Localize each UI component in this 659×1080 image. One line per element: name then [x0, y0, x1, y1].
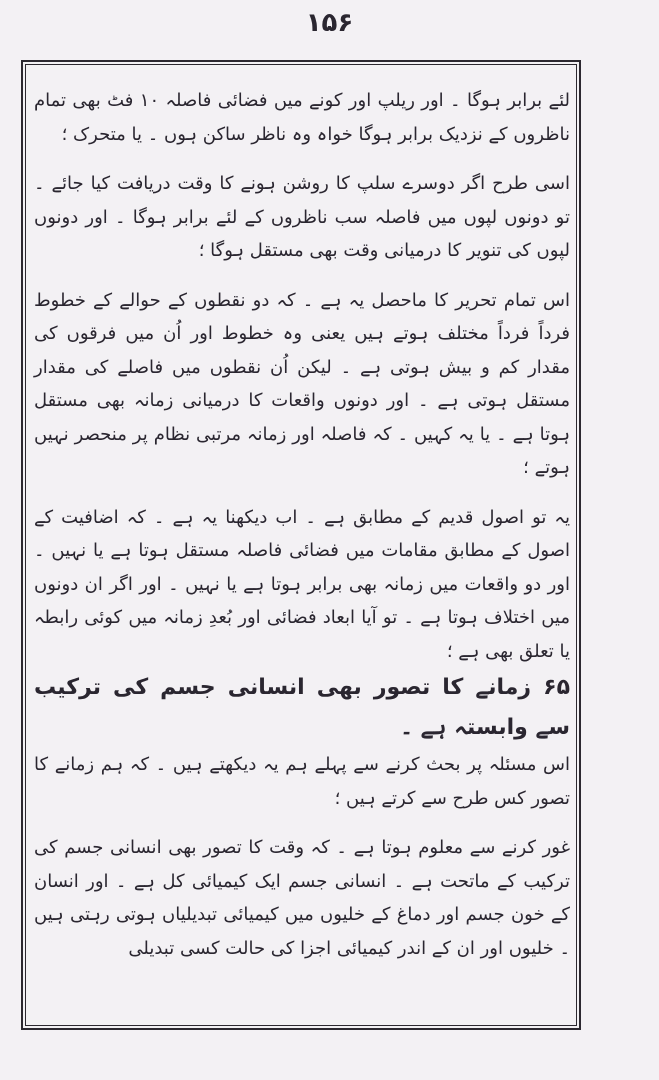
page-number: ۱۵۶	[305, 8, 354, 38]
paragraph-2: اسی طرح اگر دوسرے سلپ کا روشن ہونے کا وقت دریافت کیا جائے ۔ تو دونوں لپوں میں فاصلہ سب ناظروں کے لئے برابر ہوگا ۔ اور دونوں لپوں کی تنویر کا درمیانی وقت بھی مستقل ہوگا ؛	[34, 173, 570, 261]
paragraph-3: اس تمام تحریر کا ماحصل یہ ہے ۔ کہ دو نقطوں کے حوالے کے خطوط فرداً فرداً مختلف ہوتے ہیں یعنی وہ خطوط اور اُن میں فرقوں کی مقدار کم و بیش ہوتی ہے ۔ لیکن اُن نقطوں میں فاصلے کی مقدار مستقل ہوتی ہے ۔ اور دونوں واقعات کا درمیانی زمانہ بھی مستقل ہوتا ہے ۔ یا یہ کہیں ۔ کہ فاصلہ اور زمانہ مرتبی نظام پر منحصر نہیں ہوتے ؛	[34, 289, 570, 478]
paragraph-5: اس مسئلہ پر بحث کرنے سے پہلے ہم یہ دیکھتے ہیں ۔ کہ ہم زمانے کا تصور کس طرح سے کرتے ہیں ؛	[34, 754, 570, 809]
body-text	[34, 84, 570, 965]
paragraph-6: غور کرنے سے معلوم ہوتا ہے ۔ کہ وقت کا تصور بھی انسانی جسم کی ترکیب کے ماتحت ہے ۔ انسانی جسم ایک کیمیائی کل ہے ۔ اور انسان کے خون جسم اور دماغ کے خلیوں میں کیمیائی تبدیلیاں ہوتی رہتی ہیں ۔ خلیوں اور ان کے اندر کیمیائی اجزا کی حالت کسی تبدیلی	[34, 837, 570, 959]
paragraph-1: لئے برابر ہوگا ۔ اور ریلپ اور کونے میں فضائی فاصلہ ۱۰ فٹ بھی تمام ناظروں کے نزدیک برابر ہوگا خواہ وہ ناظر ساکن ہوں ۔ یا متحرک ؛	[34, 90, 570, 145]
paragraph-4: یہ تو اصول قدیم کے مطابق ہے ۔ اب دیکھنا یہ ہے ۔ کہ اضافیت کے اصول کے مطابق مقامات میں فضائی فاصلہ مستقل ہوتا ہے یا نہیں ۔ اور دو واقعات میں زمانہ بھی برابر ہوتا ہے یا نہیں ۔ اور اگر ان دونوں میں اختلاف ہوتا ہے ۔ تو آیا ابعاد فضائی اور بُعدِ زمانہ میں کوئی رابطہ یا تعلق بھی ہے ؛	[34, 506, 570, 662]
section-heading: ۶۵ زمانے کا تصور بھی انسانی جسم کی ترکیب سے وابستہ ہے ۔	[34, 675, 570, 740]
